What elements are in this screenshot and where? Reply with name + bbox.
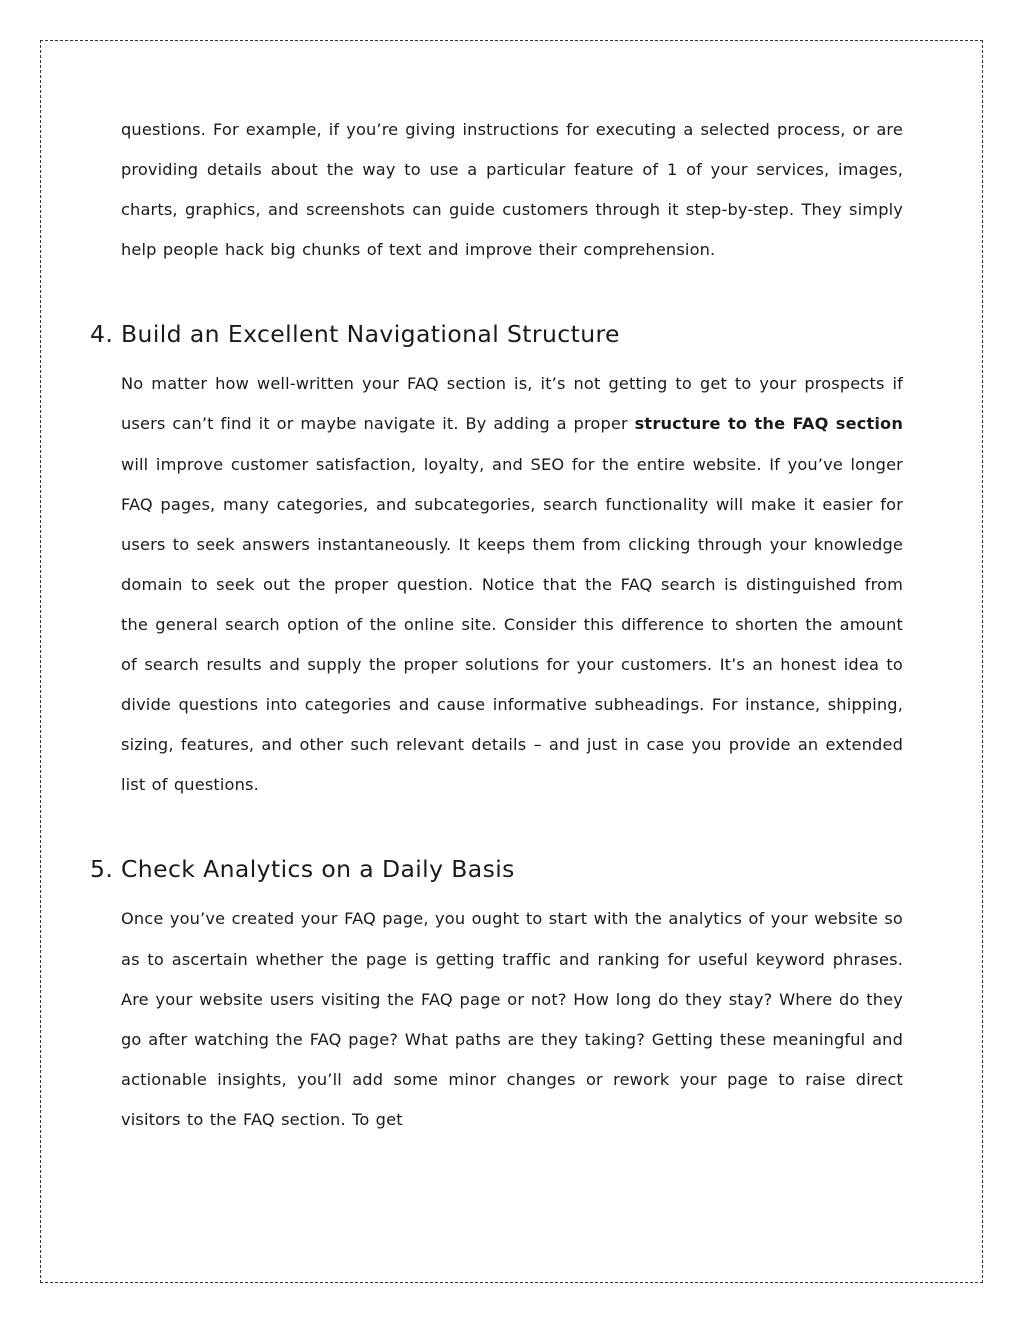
heading-spacer <box>121 354 903 364</box>
section-4-paragraph <box>121 364 903 805</box>
section-5-paragraph: Once you’ve created your FAQ page, you ought to start with the analytics of your website so as to ascertain whether the page is getting traffic and ranking for useful keyword phrases. Are your website users visiting the FAQ page or not? How long do they stay? Where do they go after watching the FAQ page? What paths are they taking? Getting these meaningful and actionable insights, you’ll add some minor changes or rework your page to raise direct visitors to the FAQ section. To get <box>121 909 903 1129</box>
heading-spacer <box>121 889 903 899</box>
document-content <box>90 110 903 1140</box>
section-number-5: 5. <box>90 855 114 884</box>
section-title-5: Check Analytics on a Daily Basis <box>121 855 515 884</box>
section-spacer <box>121 270 903 314</box>
section-heading-5 <box>90 849 903 889</box>
section-title-4: Build an Excellent Navigational Structure <box>121 320 620 349</box>
section-heading-4 <box>90 314 903 354</box>
section-4-text-start: No matter how well-written your FAQ section is, it’s not getting to get to your prospects if users can’t find it or maybe navigate it. By adding a proper <box>121 374 903 434</box>
section-4-text-end: will improve customer satisfaction, loyalty, and SEO for the entire website. If you’ve longer FAQ pages, many categories, and subcategories, search functionality will make it easier for users to seek answers instantaneously. It keeps them from clicking through your knowledge domain to seek out the proper question. Notice that the FAQ search is distinguished from the general search option of the online site. Consider this difference to shorten the amount of search results and supply the proper solutions for your customers. It’s an honest idea to divide questions into categories and cause informative subheadings. For instance, shipping, sizing, features, and other such relevant details – and just in case you provide an extended list of questions. <box>121 454 903 795</box>
section-4-bold-phrase: structure to the FAQ section <box>634 414 903 434</box>
section-spacer <box>121 805 903 849</box>
section-number-4: 4. <box>90 320 114 349</box>
intro-paragraph: questions. For example, if you’re giving instructions for executing a selected process, or are providing details about the way to use a particular feature of 1 of your services, images, charts, graphics, and screenshots can guide customers through it step-by-step. They simply help people hack big chunks of text and improve their comprehension. <box>121 120 903 260</box>
